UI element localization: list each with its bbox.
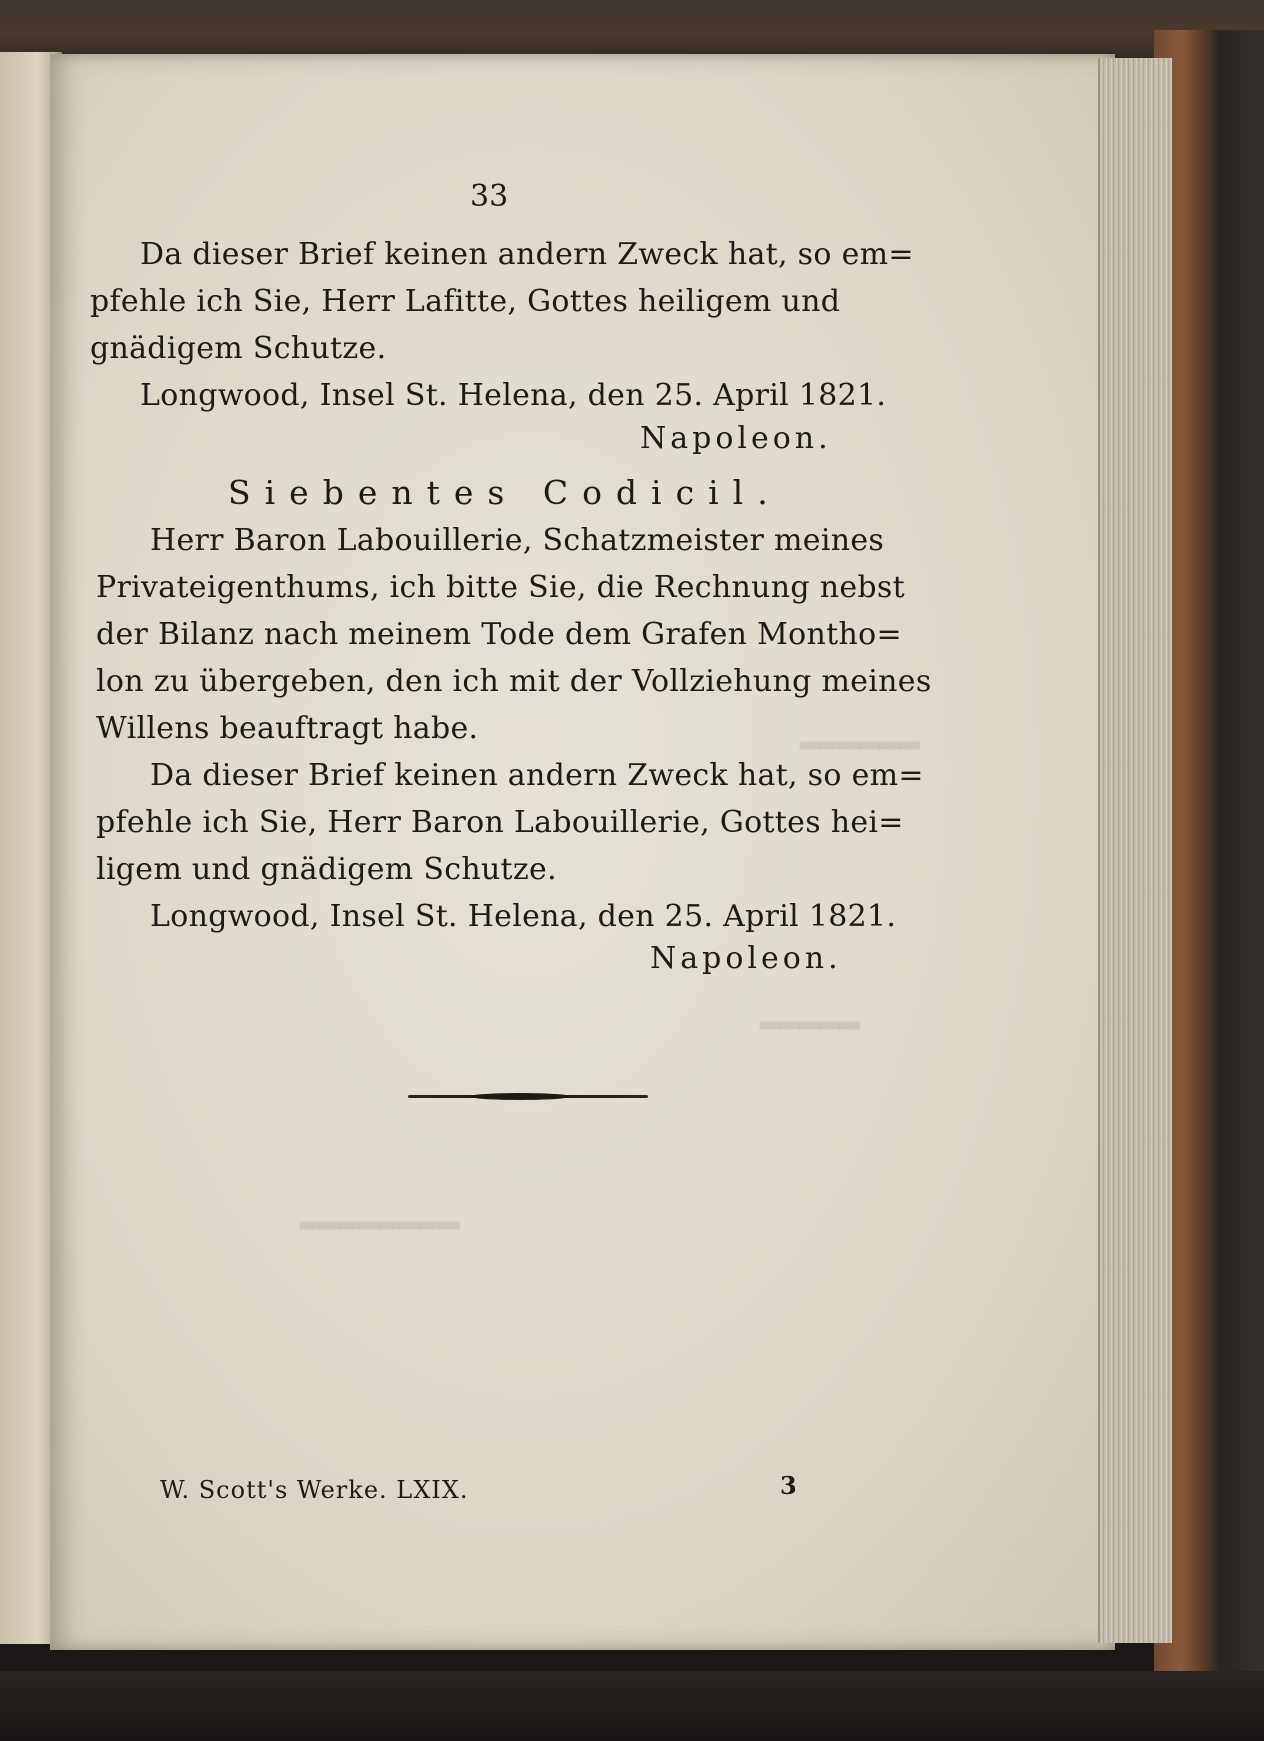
dateline-2: Longwood, Insel St. Helena, den 25. April 1821.: [150, 899, 897, 934]
paragraph-2-line-2: Privateigenthums, ich bitte Sie, die Rechnung nebst: [96, 570, 905, 605]
section-heading: Siebentes Codicil.: [228, 473, 782, 512]
book-cover-top: [0, 0, 1264, 62]
paragraph-1-line-2: pfehle ich Sie, Herr Lafitte, Gottes heiligem und: [90, 284, 841, 319]
paragraph-3-line-3: ligem und gnädigem Schutze.: [96, 852, 557, 887]
paragraph-1-line-1: Da dieser Brief keinen andern Zweck hat, so em=: [140, 237, 914, 272]
book-cover-bottom: [0, 1671, 1264, 1741]
page-block-edges: [1098, 58, 1172, 1643]
dateline-1: Longwood, Insel St. Helena, den 25. April 1821.: [140, 378, 887, 413]
decorative-rule-swell: [470, 1093, 570, 1100]
signature-2: Napoleon.: [650, 941, 842, 976]
paragraph-1-line-3: gnädigem Schutze.: [90, 331, 387, 366]
paragraph-2-line-5: Willens beauftragt habe.: [96, 711, 479, 746]
footer-signature-mark: W. Scott's Werke. LXIX.: [160, 1476, 469, 1504]
paragraph-3-line-2: pfehle ich Sie, Herr Baron Labouillerie, Gottes hei=: [96, 805, 904, 840]
footer-sheet-number: 3: [780, 1471, 798, 1500]
paragraph-2-line-1: Herr Baron Labouillerie, Schatzmeister meines: [150, 523, 885, 558]
paragraph-3-line-1: Da dieser Brief keinen andern Zweck hat, so em=: [150, 758, 924, 793]
paragraph-2-line-4: lon zu übergeben, den ich mit der Vollziehung meines: [96, 664, 932, 699]
book-photo: ▂▂▂▂▂▂ ▂▂▂▂▂ ▂▂▂▂▂▂▂▂ 33 Da dieser Brief keinen andern Zweck hat, so em= pfehle ich Sie, Herr Lafitte, Gottes heiligem und gnädigem Schutze. Longwood, Insel St. Helena, den 25. April 1821. Napoleon. Siebentes Codicil. Herr Baron Labouillerie, Schatzmeister meines Privateigenthums, ich bitte Sie, die Rechnung nebst der Bilanz nach meinem Tode dem Grafen Montho= lon zu übergeben, den ich mit der Vollziehung meines Willens beauftragt habe. Da dieser Brief keinen andern Zweck hat, so em= pfehle ich Sie, Herr Baron Labouillerie, Gottes hei= ligem und gnädigem Schutze. Longwood, Insel St. Helena, den 25. April 1821. Napoleon. W. Scott's Werke. LXIX. 3: [0, 0, 1264, 1741]
page-number: 33: [470, 179, 509, 214]
paragraph-2-line-3: der Bilanz nach meinem Tode dem Grafen Montho=: [96, 617, 902, 652]
signature-1: Napoleon.: [640, 421, 832, 456]
